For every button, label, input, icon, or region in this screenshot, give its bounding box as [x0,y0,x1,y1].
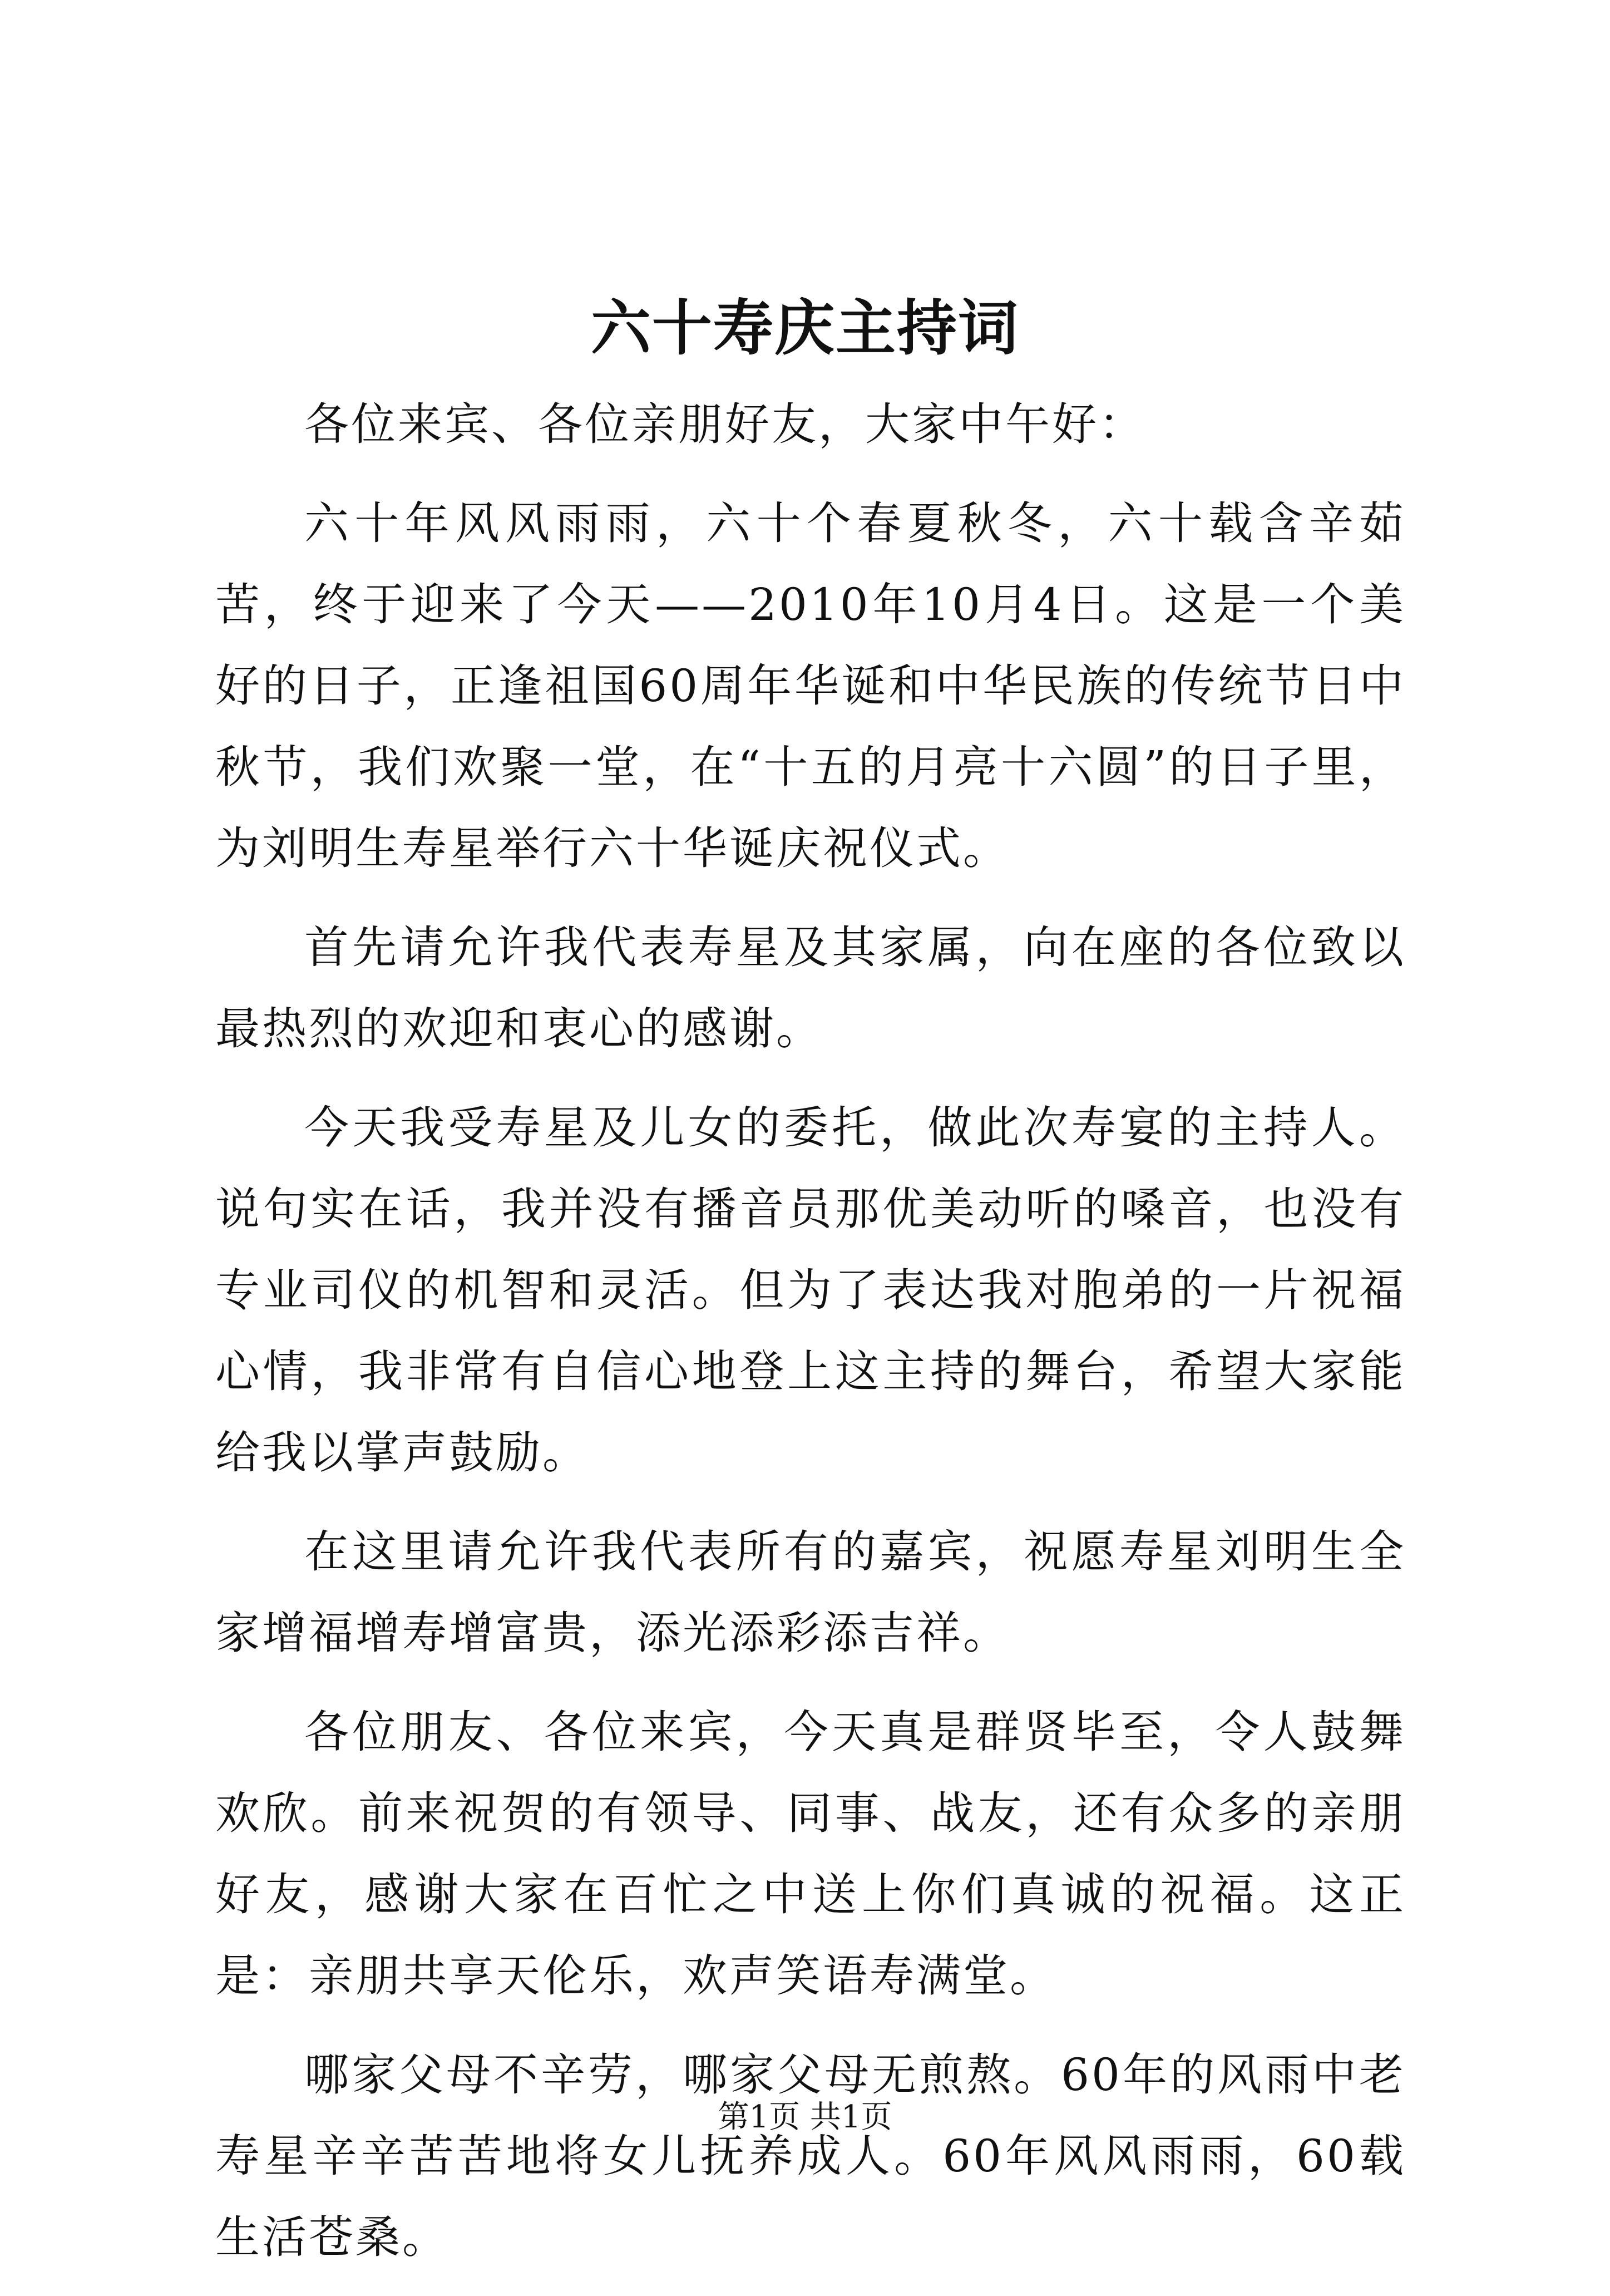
document-body [215,384,1406,2296]
document-title: 六十寿庆主持词 [590,293,1019,363]
paragraph-blessing: 在这里请允许我代表所有的嘉宾，祝愿寿星刘明生全家增福增寿增富贵，添光添彩添吉祥。 [215,1526,1406,1659]
paragraph-parents: 哪家父母不辛劳，哪家父母无煎熬。60年的风雨中老寿星辛辛苦苦地将女儿抚养成人。60年风风雨雨，60载生活苍桑。 [215,2049,1406,2263]
paragraph-guests: 各位朋友、各位来宾，今天真是群贤毕至，令人鼓舞欢欣。前来祝贺的有领导、同事、战友，还有众多的亲朋好友，感谢大家在百忙之中送上你们真诚的祝福。这正是：亲朋共享天伦乐，欢声笑语寿满堂。 [215,1706,1406,2002]
paragraph-opening: 六十年风风雨雨，六十个春夏秋冬，六十载含辛茹苦，终于迎来了今天——2010年10月4日。这是一个美好的日子，正逢祖国60周年华诞和中华民族的传统节日中秋节，我们欢聚一堂，在“十五的月亮十六圆”的日子里，为刘明生寿星举行六十华诞庆祝仪式。 [215,497,1406,874]
paragraph-welcome: 首先请允许我代表寿星及其家属，向在座的各位致以最热烈的欢迎和衷心的感谢。 [215,922,1406,1055]
page-number-footer: 第1页 共1页 [718,2099,892,2135]
paragraph-greeting: 各位来宾、各位亲朋好友，大家中午好： [304,398,1145,450]
paragraph-host-intro: 今天我受寿星及儿女的委托，做此次寿宴的主持人。说句实在话，我并没有播音员那优美动听的嗓音，也没有专业司仪的机智和灵活。但为了表达我对胞弟的一片祝福心情，我非常有自信心地登上这主持的舞台，希望大家能给我以掌声鼓励。 [215,1102,1406,1479]
